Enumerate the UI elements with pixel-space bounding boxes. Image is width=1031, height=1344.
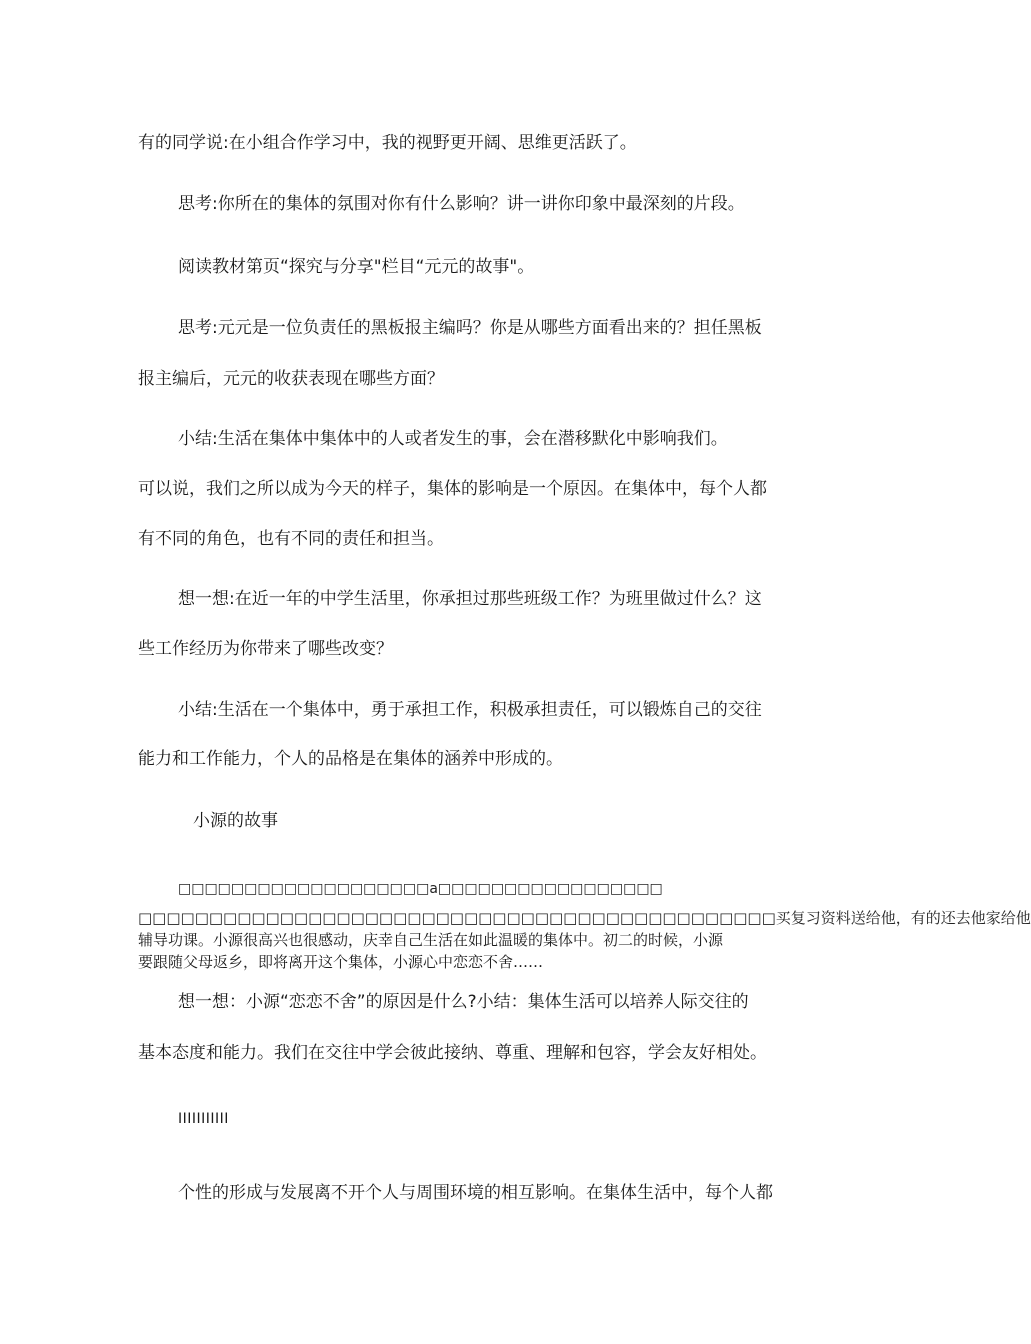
paragraph-line: 小结:生活在集体中集体中的人或者发生的事，会在潜移默化中影响我们。 <box>178 429 728 449</box>
paragraph-line: 思考:元元是一位负责任的黑板报主编吗？你是从哪些方面看出来的？担任黑板 <box>178 318 762 338</box>
paragraph-line: 小结:生活在一个集体中，勇于承担工作，积极承担责任，可以锻炼自己的交往 <box>178 700 762 720</box>
paragraph-line: 些工作经历为你带来了哪些改变？ <box>138 639 393 659</box>
paragraph-line: 可以说，我们之所以成为今天的样子，集体的影响是一个原因。在集体中，每个人都 <box>138 479 767 499</box>
garbled-line: □□□□□□□□□□□□□□□□□□□□□□□□□□□□□□□□□□□□□□□□□□□□□买复习资料送给他，有的还去他家给他 <box>138 909 1031 927</box>
paragraph-line: 基本态度和能力。我们在交往中学会彼此接纳、尊重、理解和包容，学会友好相处。 <box>138 1043 767 1063</box>
paragraph-line: 报主编后，元元的收获表现在哪些方面？ <box>138 369 444 389</box>
paragraph-line: 能力和工作能力，个人的品格是在集体的涵养中形成的。 <box>138 749 563 769</box>
section-heading: 小源的故事 <box>193 811 278 831</box>
paragraph-line: 想一想：小源“恋恋不舍”的原因是什么?小结：集体生活可以培养人际交往的 <box>178 992 749 1012</box>
garbled-line: □□□□□□□□□□□□□□□□□□□a□□□□□□□□□□□□□□□□□ <box>178 881 663 897</box>
paragraph-line: 要跟随父母返乡，即将离开这个集体，小源心中恋恋不舍…… <box>138 953 544 971</box>
paragraph-line: 辅导功课。小源很高兴也很感动，庆幸自己生活在如此温暖的集体中。初二的时候，小源 <box>138 931 724 949</box>
paragraph-line: 个性的形成与发展离不开个人与周围环境的相互影响。在集体生活中，每个人都 <box>178 1183 773 1203</box>
paragraph-line: 想一想:在近一年的中学生活里，你承担过那些班级工作？为班里做过什么？这 <box>178 589 762 609</box>
paragraph-line: 有的同学说:在小组合作学习中，我的视野更开阔、思维更活跃了。 <box>138 133 637 153</box>
paragraph-line: 有不同的角色，也有不同的责任和担当。 <box>138 529 444 549</box>
paragraph-line: 思考:你所在的集体的氛围对你有什么影响？讲一讲你印象中最深刻的片段。 <box>178 194 745 214</box>
bar-glyphs: IIIIIIIIIII <box>178 1111 229 1127</box>
paragraph-line: 阅读教材第页“探究与分享"栏目“元元的故事"。 <box>178 257 535 277</box>
